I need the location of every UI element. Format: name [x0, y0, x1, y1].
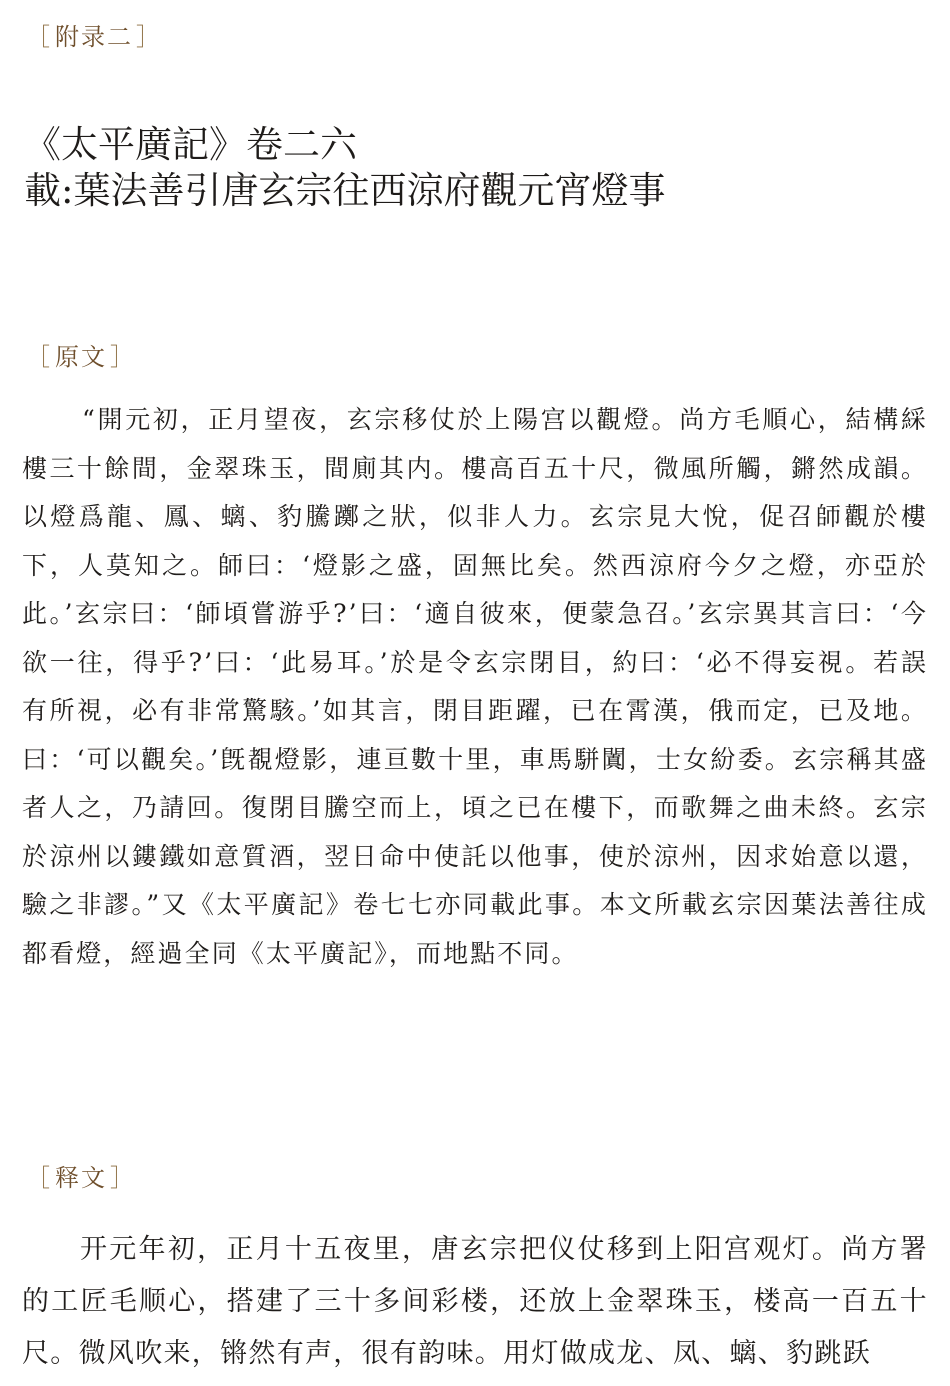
translation-heading-close-bracket: ］ — [110, 1164, 136, 1192]
chapter-title — [24, 122, 934, 214]
appendix-label-text: 附录二 — [55, 23, 133, 51]
appendix-label — [26, 22, 162, 52]
translation-heading-open-bracket: ［ — [26, 1164, 52, 1192]
appendix-label-open-bracket: ［ — [26, 23, 52, 51]
original-text-paragraph: “開元初，正月望夜，玄宗移仗於上陽宫以觀燈。尚方毛順心，結構綵樓三十餘間，金翠珠玉，間廁其内。樓高百五十尺，微風所觸，鏘然成韻。以燈爲龍、鳳、螭、豹騰躑之狀，似非人力。玄宗見大悅，促召師觀於樓下，人莫知之。師曰：‘燈影之盛，固無比矣。然西涼府今夕之燈，亦亞於此。’玄宗曰：‘師頃嘗游乎?’曰：‘適自彼來，便蒙急召。’玄宗異其言曰：‘今欲一往，得乎?’曰：‘此易耳。’於是令玄宗閉目，約曰：‘必不得妄視。若誤有所視，必有非常驚駭。’如其言，閉目距躍，已在霄漢，俄而定，已及地。曰：‘可以觀矣。’旣覩燈影，連亘數十里，車馬駢闐，士女紛委。玄宗稱其盛者人之，乃請回。復閉目騰空而上，頃之已在樓下，而歌舞之曲未終。玄宗於涼州以鏤鐵如意質酒，翌日命中使託以他事，使於涼州，因求始意以還，驗之非謬。”又《太平廣記》卷七七亦同載此事。本文所載玄宗因葉法善往成都看燈，經過全同《太平廣記》，而地點不同。 — [22, 405, 928, 968]
appendix-label-close-bracket: ］ — [136, 23, 162, 51]
original-heading-open-bracket: ［ — [26, 343, 52, 371]
original-heading-text: 原文 — [55, 343, 107, 371]
translation-heading-text: 释文 — [55, 1164, 107, 1192]
translation-paragraph: 开元年初，正月十五夜里，唐玄宗把仪仗移到上阳宫观灯。尚方署的工匠毛顺心，搭建了三十多间彩楼，还放上金翠珠玉，楼高一百五十尺。微风吹来，锵然有声，很有韵味。用灯做成龙、凤、螭、豹跳跃 — [22, 1234, 928, 1369]
original-heading-close-bracket: ］ — [110, 343, 136, 371]
chapter-title-line-1: 《太平廣記》卷二六 — [24, 123, 357, 166]
original-text-heading — [26, 342, 136, 372]
translation-heading — [26, 1163, 136, 1193]
chapter-title-line-2: 載:葉法善引唐玄宗往西涼府觀元宵燈事 — [24, 169, 666, 212]
